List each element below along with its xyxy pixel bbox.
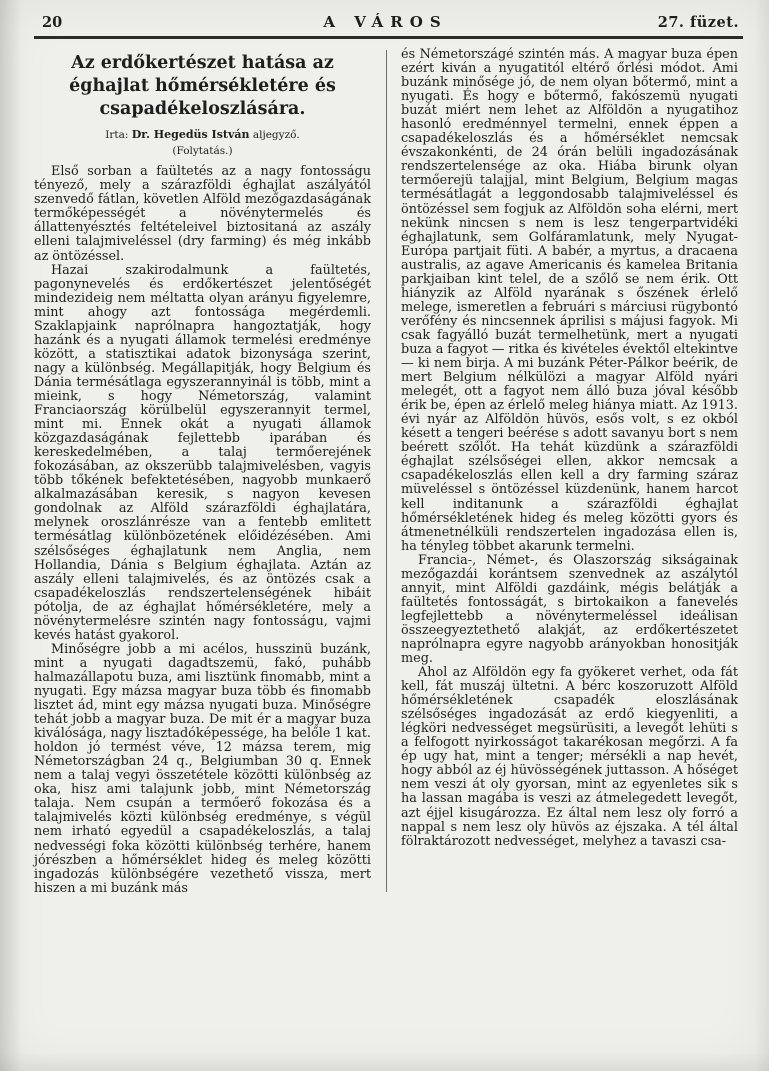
paragraph: Francia-, Német-, és Olaszország sikságainak mezőgazdái korántsem szenvednek az aszálytól annyit, mint Alföldi gazdáink, mégis belátják a faültetés fontosságát, s birtokaikon a fanevelés legfejlettebb a növénytermeléssel ideálisan összeegyeztethető alakját, az erdőkertészetet naprólnapra egyre nagyobb arányokban honositják meg. <box>401 552 738 667</box>
left-column <box>34 48 371 896</box>
issue-number: 27. füzet. <box>657 14 739 31</box>
page-header <box>34 10 743 36</box>
byline-prefix: Irta: <box>105 129 132 142</box>
column-divider <box>386 50 387 892</box>
right-column <box>401 48 738 896</box>
paragraph: Első sorban a faültetés az a nagy fontosságu tényező, mely a szárazföldi éghajlat aszályától szenvedő fátlan, követlen Alföld mezőgazdaságának termőképességét a növénytermelés és állattenyésztés feltételeivel biztositaná az aszály elleni talajmiveléssel (dry farming) és még inkább az öntözéssel. <box>34 164 371 264</box>
byline <box>34 128 371 141</box>
paragraph: Minőségre jobb a mi acélos, husszinü buzánk, mint a nyugati dagadtszemü, fakó, puhább halmazállapotu buza, ami lisztünk finomabb, mint a nyugati. Egy mázsa magyar buza több és finomabb lisztet ád, mint egy mázsa nyugati buza. Minőségre tehát jobb a magyar buza. De mit ér a magyar buza kiválósága, nagy lisztadóképessége, ha belőle 1 kat. holdon jó termést véve, 12 mázsa terem, mig Németországban 24 q., Belgiumban 30 q. Ennek nem a talaj vegyi összetétele közötti különbség az oka, hisz ami talajunk jobb, mint Németország talaja. Nem csupán a termőerő fokozása és a talajmivelés közti különbség eredménye, s végül nem irható egyedül a csapadékeloszlás, a talaj nedvességi foka közötti különbség terhére, hanem jórészben a hőmérséklet hideg és meleg közötti ingadozás különbségére vezethető vissza, mert hiszen a mi buzánk más <box>34 641 371 896</box>
header-rule <box>34 36 743 39</box>
paragraph: Ahol az Alföldön egy fa gyökeret verhet, oda fát kell, fát muszáj ültetni. A bérc koszoruzott Alföld hőmérsékletének csapadék eloszlásának szélsőséges ingadozását az erdő kiegyenliti, a légköri nedvességet megsürüsiti, a levegőt lehüti s a felfogott nyirkosságot takarékosan megőrzi. A fa ép ugy hat, mint a tenger; mérsékli a nap hevét, hogy abból az éj hüvösségének juttasson. A hőséget nem veszi át oly gyorsan, mint az egyenletes sik s ha lassan magába is veszi az átmelegedett levegőt, azt éjjel kisugározza. Ez által nem lesz oly forró a nappal s nem lesz oly hüvös az éjszaka. A tél által fölraktározott nedvességet, melyhez a tavaszi csa- <box>401 665 738 849</box>
continuation-note: (Folytatás.) <box>172 145 233 158</box>
paragraph: Hazai szakirodalmunk a faültetés, pagonynevelés és erdőkertészet jelentőségét mindezideig nem méltatta olyan arányu figyelemre, mint ahogy azt fontossága megérdemli. Szaklapjaink naprólnapra hangoztatják, hogy hazánk és a nyugati államok termelési eredménye között, a statisztikai adatok bizonysága szerint, nagy a különbség. Megállapitják, hogy Belgium és Dánia termésátlaga egyszerannyinál is több, mint a mieink, s hogy Németország, valamint Franciaország körülbelül egyszerannyit termel, mint mi. Ennek okát a nyugati államok közgazdaságának fejlettebb iparában és kereskedelmében, a talaj termőerejének fokozásában, az okszerübb talajmivelésben, vagyis több tőkének befektetésében, nagyobb munkaerő alkalmazásában keresik, s nagyon kevesen gondolnak az Alföld szárazföldi éghajlatára, melynek oroszlánrésze van a fentebb emlitett termésátlag különbözetének előidézésében. Ami szélsőséges éghajlatunk nem Anglia, nem Hollandia, Dánia s Belgium éghajlata. Aztán az aszály elleni talajmivelés, és az öntözés csak a csapadékeloszlás rendszertelenségének hibáit pótolja, de az éghajlat hőmérsékletére, mely a növénytermelésre szintén nagy fontosságu, vajmi kevés hatást gyakorol. <box>34 262 371 643</box>
article-title: Az erdőkertészet hatása az éghajlat hőmérsékletére és csapadékeloszlására. <box>69 53 336 119</box>
page-number: 20 <box>42 14 63 31</box>
journal-title: A VÁROS <box>323 13 448 31</box>
paragraph-continued: és Németországé szintén más. A magyar buza épen ezért kiván a nyugatitól eltérő őrlési módot. Ami buzánk minősége jó, de nem olyan bőtermő, mint a nyugati. És hogy e bőtermő, fakószemü nyugati buzát miért nem lehet az Alföldön a nyugatihoz hasonló eredménnyel termelni, ennek éppen a csapadékeloszlás és a hőmérséklet nemcsak évszakonkénti, de 24 órán belüli ingadozásának rendszertelensége az oka. Hiába birunk olyan termőerejü talajjal, mint Belgium, Belgium magas termésátlagát a leggondosabb talajmiveléssel és öntözéssel sem fogjuk az Alföldön soha elérni, mert nekünk nincsen s nem is lesz tengerpartvidéki éghajlatunk, sem Golfáramlatunk, mely Nyugat-Európa partjait füti. A babér, a myrtus, a dracaena australis, az agave Americanis és kamelea Britania parkjaiban kint telel, de a szőlő se nem érik. Ott hiányzik az Alföld nyarának s őszének érlelő melege, ismeretlen a februári s márciusi rügybontó verőfény és nincsennek áprilisi s májusi fagyok. Mi csak fagyálló buzát termelhetünk, mert a nyugati buza a fagyot — ritka és kivételes évektől eltekintve — ki nem birja. A mi buzánk Péter-Pálkor beérik, de mert Belgium nélkülözi a magyar Alföld nyári melegét, ott a fagyot nem álló buza jóval később érik be, épen az érlelő meleg hiánya miatt. Az 1913. évi nyár az Alföldön hüvös, esős volt, s ez okból késett a tengeri beérése s adott savanyu bort s nem beérett szőlőt. Ha tehát küzdünk a szárazföldi éghajlat szélsőségei ellen, akkor nemcsak a csapadékeloszlás ellen kell a dry farming száraz müveléssel s öntözéssel küzdenünk, hanem harcot kell inditanunk a szárazföldi éghajlat hőmérsékletének hideg és meleg közötti gyors és átmenetnélküli rendszertelen ingadozása ellen is, ha tényleg többet akarunk termelni. <box>401 47 738 554</box>
article-columns <box>34 48 743 896</box>
byline-author: Dr. Hegedüs István <box>131 128 250 142</box>
byline-suffix: aljegyző. <box>249 129 300 142</box>
